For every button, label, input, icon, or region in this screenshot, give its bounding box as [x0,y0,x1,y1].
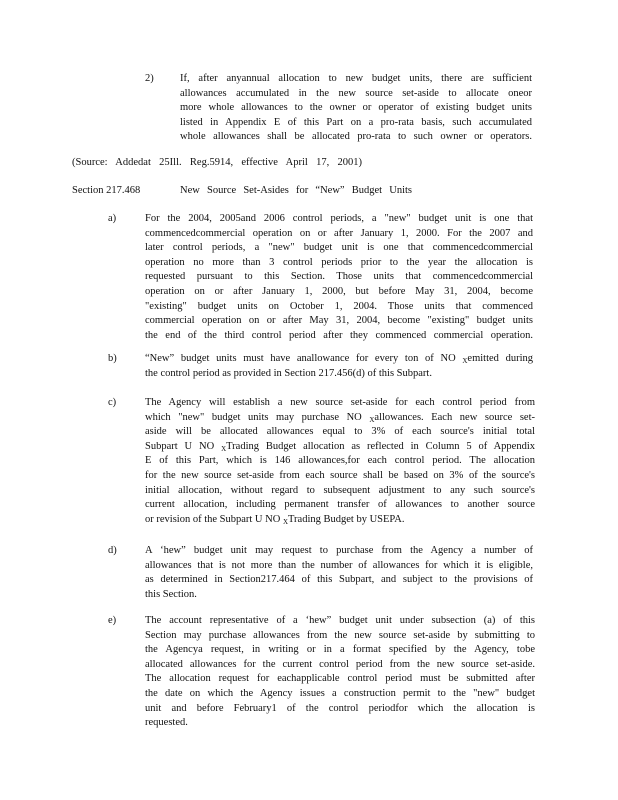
section-number: Section 217.468 [72,185,141,196]
subsection-e-line-7: unit and before February1 of the control periodfor which the allocation is [145,702,535,714]
subsection-c-line-4-end: Trading Budget allocation as reflected in Column 5 of Appendix [226,440,535,452]
subsection-b-line-1-text: “New” budget units must have anallowance for every ton of NO [145,353,456,364]
subsection-a-label: a) [108,213,117,224]
item-2-line-5: whole allowances shall be allocated pro-rata to such owner or operators. [180,131,532,143]
subsection-d-line-1: A ‘hew” budget unit may request to purchase from the Agency a number of [145,545,533,556]
subsection-c-line-4 [145,440,535,455]
subsection-c-line-9 [145,513,535,528]
item-2-line-2: allowances accumulated in the new source set-aside to allocate oneor [180,87,532,99]
subsection-c-line-5: E of this Part, which is 146 allowances,for each control period. The allocation [145,455,535,467]
subsection-a-line-7: "existing" budget units on October 1, 2004. Those units that commenced [145,300,533,312]
subsection-a-line-1: For the 2004, 2005and 2006 control periods, a "new" budget unit is one that [145,213,533,224]
nox-subscript: X [369,415,375,424]
subsection-c-line-7: initial allocation, without regard to subsequent adjustment to any such source's [145,484,535,496]
item-2-line-1: If, after anyannual allocation to new budget units, there are sufficient [180,73,532,84]
source-note [72,156,362,171]
item-2-line-3: more whole allowances to the owner or operator of existing budget units [180,102,532,114]
subsection-b-line-2: the control period as provided in Section 217.456(d) of this Subpart. [145,367,432,379]
subsection-c-line-4-text: Subpart U NO [145,440,215,452]
subsection-e-line-2: Section may purchase allowances from the new source set-aside by submitting to [145,629,535,641]
subsection-c-label: c) [108,397,117,408]
subsection-c-line-1: The Agency will establish a new source set-aside for each control period from [145,397,535,408]
subsection-c-line-2 [145,411,535,426]
subsection-e-line-4: allocated allowances for the current control period from the new source set-aside. [145,658,535,670]
subsection-d-label: d) [108,545,117,556]
subsection-b-label: b) [108,353,117,364]
subsection-a-line-9: the end of the third control period after they commenced commercial operation. [145,329,533,341]
item-2-label: 2) [145,73,154,84]
subsection-e-line-1: The account representative of a ‘hew” budget unit under subsection (a) of this [145,615,535,626]
subsection-a-paragraph [145,212,533,343]
subsection-a-line-2: commencedcommercial operation on or after January 1, 2000. For the 2007 and [145,227,533,239]
subsection-d-line-4: this Section. [145,588,197,600]
subsection-d-paragraph [145,544,533,602]
subsection-a-line-5: requested pursuant to this Section. Those units that commencedcommercial [145,271,533,283]
subsection-d-line-3: as determined in Section217.464 of this Subpart, and subject to the provisions of [145,574,533,586]
subsection-a-line-4: operation no more than 3 control periods prior to the year the allocation is [145,256,533,268]
nox-subscript: X [282,517,288,526]
nox-subscript: X [221,444,227,453]
subsection-e-line-5: The allocation request for eachapplicable control period must be submitted after [145,673,535,685]
section-title [180,184,412,199]
subsection-b-line-1-end: emitted during [467,353,534,364]
subsection-c-line-2-end: allowances. Each new source set- [374,411,536,423]
subsection-c-line-2-text: which "new" budget units may purchase NO [145,411,362,423]
subsection-d-line-2: allowances that is not more than the number of allowances for which it is eligible, [145,559,533,571]
subsection-c-line-6: for the new source set-aside from each source shall be based on 3% of the source's [145,469,535,481]
subsection-c-line-3: aside will be allocated allowances equal to 3% of each source's initial total [145,426,535,438]
subsection-c-line-9-end: Trading Budget by USEPA. [288,513,405,525]
item-2-paragraph [180,72,532,145]
subsection-c-line-8: current allocation, including permanent transfer of allowances to another source [145,499,535,511]
subsection-c-line-9-text: or revision of the Subpart U NO [145,513,281,525]
subsection-b-line-1 [145,352,533,367]
subsection-a-line-8: commercial operation on or after May 31, 2004, become "existing" budget units [145,315,533,327]
subsection-a-line-3: later control periods, a "new" budget unit is one that commencedcommercial [145,242,533,254]
subsection-c-paragraph [145,396,535,527]
subsection-e-label: e) [108,615,117,626]
source-note-text: (Source: Addedat 25Ill. Reg.5914, effective April 17, 2001) [72,157,362,168]
nox-subscript: X [462,357,468,365]
subsection-a-line-6: operation on or after January 1, 2000, but before May 31, 2004, become [145,285,533,297]
subsection-e-line-8: requested. [145,717,188,729]
section-title-text: New Source Set-Asides for “New” Budget Units [180,185,412,196]
subsection-e-paragraph [145,614,535,731]
item-2-line-4: listed in Appendix E of this Part on a pro-rata basis, such accumulated [180,116,532,128]
subsection-e-line-6: the date on which the Agency issues a construction permit to the "new" budget [145,687,535,699]
subsection-b-paragraph [145,352,533,381]
subsection-e-line-3: the Agencya request, in writing or in a format specified by the Agency, tobe [145,644,535,656]
